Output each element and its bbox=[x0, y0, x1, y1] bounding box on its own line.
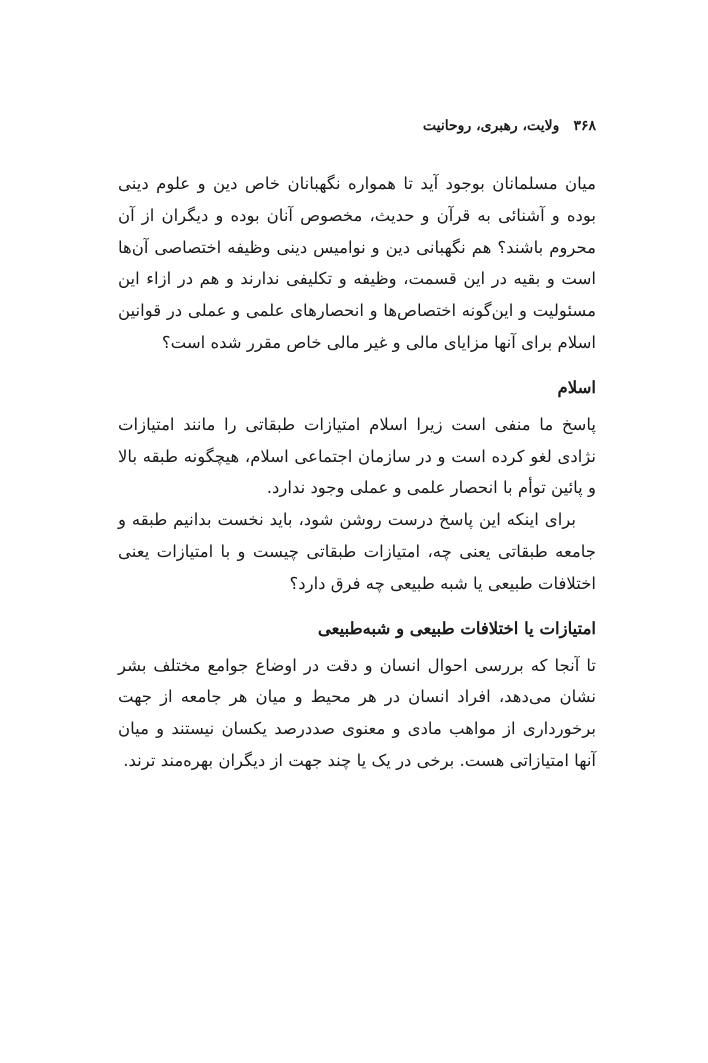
section-heading-differences: امتیازات یا اختلافات طبیعی و شبه‌طبیعی bbox=[317, 618, 596, 638]
intro-paragraph: میان مسلمانان بوجود آید تا همواره نگهبانان خاص دین و علوم دینی بوده و آشنائی به قرآن و حدیث، مخصوص آنان بوده و دیگران از آن محروم باشند؟ هم نگهبانی دین و نوامیس دینی وظیفه اختصاصی آن‌ها است و بقیه در این قسمت، وظیفه و تکلیفی ندارند و هم در ازاء این مسئولیت و این‌گونه اختصاص‌ها و انحصارهای علمی و عملی در قوانین اسلام برای آنها مزایای مالی و غیر مالی خاص مقرر شده است؟ bbox=[118, 174, 596, 352]
running-header bbox=[118, 118, 596, 146]
page-number: ۳۶۸ bbox=[573, 118, 596, 134]
document-page bbox=[118, 118, 596, 777]
islam-paragraph-2: برای اینکه این پاسخ درست روشن شود، باید نخست بدانیم طبقه و جامعه طبقاتی یعنی چه، امتیازات طبقاتی چیست و با امتیازات یعنی اختلافات طبیعی یا شبه طبیعی چه فرق دارد؟ bbox=[118, 510, 596, 593]
islam-paragraph-1: پاسخ ما منفی است زیرا اسلام امتیازات طبقاتی را مانند امتیازات نژادی لغو کرده است و در سازمان اجتماعی اسلام، هیچگونه طبقه بالا و پائین توأم با انحصار علمی و عملی وجود ندارد. bbox=[118, 414, 596, 498]
section-heading-islam: اسلام bbox=[557, 377, 596, 397]
differences-paragraph: تا آنجا که بررسی احوال انسان و دقت در اوضاع جوامع مختلف بشر نشان می‌دهد، افراد انسان در هر محیط و میان هر جامعه از جهت برخورداری از مواهب مادی و معنوی صددرصد یکسان نیستند و میان آنها امتیازاتی هست. برخی در یک یا چند جهت از دیگران بهره‌مند ترند. bbox=[118, 655, 596, 770]
running-title: ولایت، رهبری، روحانیت bbox=[422, 118, 560, 134]
